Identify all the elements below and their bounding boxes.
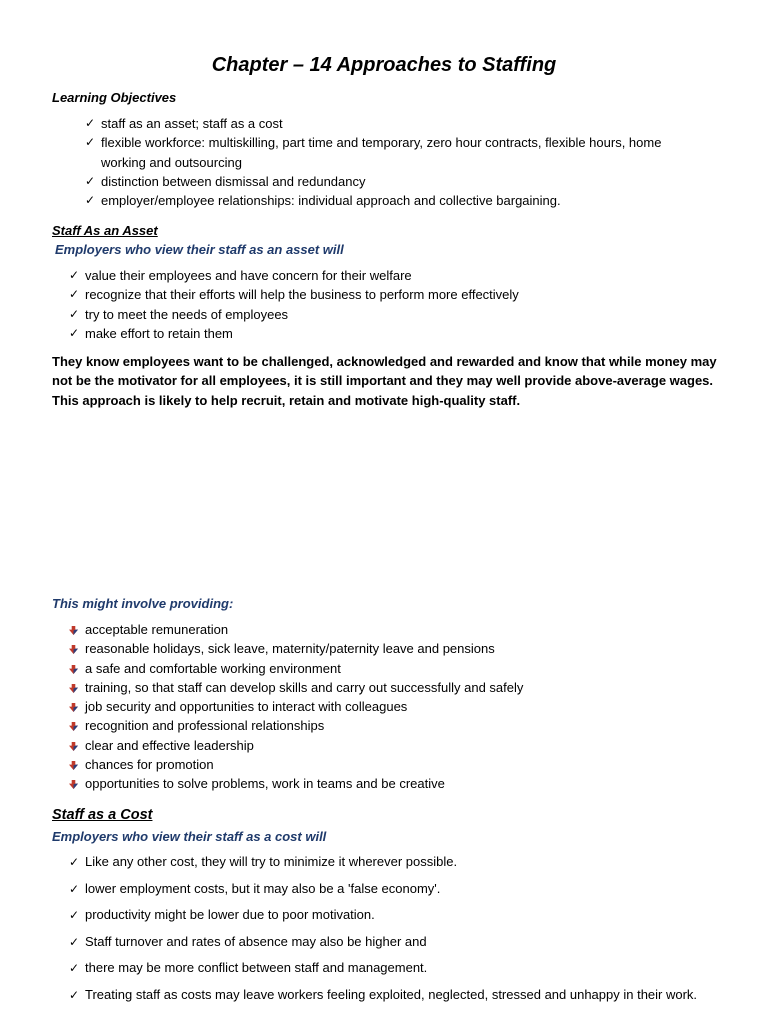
check-icon: ✓ xyxy=(85,116,96,130)
check-icon: ✓ xyxy=(69,934,80,949)
list-item: ✓ there may be more conflict between staff and management. xyxy=(69,955,739,982)
list-item: ✓ distinction between dismissal and redundancy xyxy=(85,172,705,191)
list-item: ✓ staff as an asset; staff as a cost xyxy=(85,114,705,133)
arrow-bullet-icon xyxy=(69,742,78,751)
arrow-bullet-icon xyxy=(69,722,78,731)
arrow-bullet-icon xyxy=(69,703,78,712)
check-icon: ✓ xyxy=(85,135,96,150)
list-item: reasonable holidays, sick leave, maternity/paternity leave and pensions xyxy=(69,639,719,658)
learning-objectives-heading: Learning Objectives xyxy=(52,90,177,105)
list-item: ✓ recognize that their efforts will help the business to perform more effectively xyxy=(69,285,719,304)
arrow-bullet-icon xyxy=(69,684,78,693)
page-title: Chapter – 14 Approaches to Staffing xyxy=(211,54,557,76)
list-item: ✓ make effort to retain them xyxy=(69,324,719,343)
arrow-bullet-icon xyxy=(69,780,78,789)
check-icon: ✓ xyxy=(69,325,80,340)
check-icon: ✓ xyxy=(85,173,96,188)
list-item: recognition and professional relationships xyxy=(69,716,719,735)
list-item: ✓ productivity might be lower due to poor motivation. xyxy=(69,902,739,929)
asset-subheading: Employers who view their staff as an asset will xyxy=(55,242,344,257)
check-icon: ✓ xyxy=(69,287,80,302)
list-item: ✓ Like any other cost, they will try to minimize it wherever possible. xyxy=(69,849,739,876)
cost-subheading: Employers who view their staff as a cost will xyxy=(52,829,327,844)
list-item: ✓ Staff turnover and rates of absence may also be higher and xyxy=(69,929,739,956)
arrow-bullet-icon xyxy=(69,761,78,770)
list-item: chances for promotion xyxy=(69,755,719,774)
cost-list xyxy=(69,849,739,1009)
check-icon: ✓ xyxy=(85,193,96,208)
list-item: ✓ employer/employee relationships: individual approach and collective bargaining. xyxy=(85,191,705,210)
list-item: training, so that staff can develop skills and carry out successfully and safely xyxy=(69,678,719,697)
check-icon: ✓ xyxy=(69,855,80,869)
arrow-bullet-icon xyxy=(69,626,78,635)
cost-heading: Staff as a Cost xyxy=(52,807,153,823)
asset-list xyxy=(69,266,719,343)
asset-heading: Staff As an Asset xyxy=(52,223,158,238)
arrow-bullet-icon xyxy=(69,645,78,654)
list-item: ✓ try to meet the needs of employees xyxy=(69,305,719,324)
providing-heading: This might involve providing: xyxy=(52,596,234,611)
check-icon: ✓ xyxy=(69,268,80,282)
check-icon: ✓ xyxy=(69,908,80,923)
learning-objectives-list xyxy=(85,114,705,210)
list-item: a safe and comfortable working environment xyxy=(69,659,719,678)
list-item: job security and opportunities to interact with colleagues xyxy=(69,697,719,716)
check-icon: ✓ xyxy=(69,306,80,321)
list-item: ✓ flexible workforce: multiskilling, part time and temporary, zero hour contracts, flexible hours, home working and outsourcing xyxy=(85,135,662,170)
list-item: acceptable remuneration xyxy=(69,620,719,639)
list-item: ✓ value their employees and have concern for their welfare xyxy=(69,266,719,285)
list-item: opportunities to solve problems, work in teams and be creative xyxy=(69,774,719,793)
providing-list xyxy=(69,620,719,794)
arrow-bullet-icon xyxy=(69,665,78,674)
list-item: ✓ Treating staff as costs may leave workers feeling exploited, neglected, stressed and unhappy in their work. xyxy=(69,982,739,1009)
check-icon: ✓ xyxy=(69,987,80,1002)
list-item: ✓ lower employment costs, but it may also be a 'false economy'. xyxy=(69,876,739,903)
list-item: clear and effective leadership xyxy=(69,736,719,755)
check-icon: ✓ xyxy=(69,881,80,896)
asset-paragraph: They know employees want to be challenged, acknowledged and rewarded and know that while money may not be the motivator for all employees, it is still important and they may well provide above-average wages. This approach is likely to help recruit, retain and motivate high-quality staff. xyxy=(52,354,717,408)
check-icon: ✓ xyxy=(69,961,80,976)
